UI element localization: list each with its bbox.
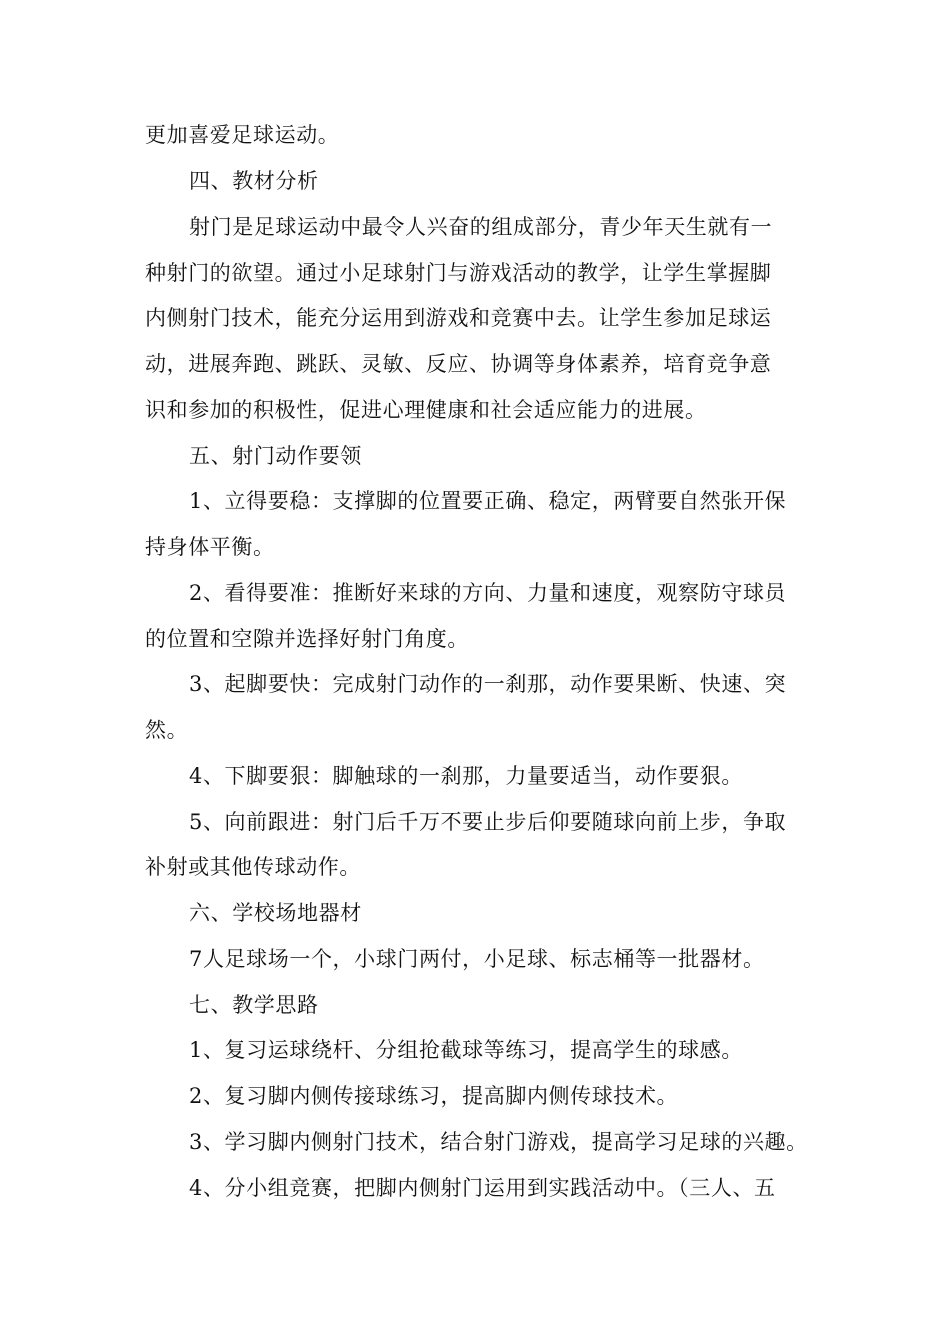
section-heading: 六、学校场地器材 [189, 901, 362, 925]
section-heading: 七、教学思路 [189, 993, 319, 1017]
text-line: 3、起脚要快：完成射门动作的一刹那，动作要果断、快速、突 [189, 672, 787, 696]
section-heading: 四、教材分析 [189, 169, 319, 193]
text-line: 种射门的欲望。通过小足球射门与游戏活动的教学，让学生掌握脚 [145, 261, 772, 285]
text-line: 动，进展奔跑、跳跃、灵敏、反应、协调等身体素养，培育竞争意 [145, 352, 772, 376]
text-line: 4、下脚要狠：脚触球的一刹那，力量要适当，动作要狠。 [189, 764, 743, 788]
text-line: 的位置和空隙并选择好射门角度。 [145, 627, 469, 651]
text-line: 持身体平衡。 [145, 535, 275, 559]
text-line: 然。 [145, 718, 189, 742]
text-line: 5、向前跟进：射门后千万不要止步后仰要随球向前上步，争取 [189, 810, 787, 834]
text-line: 4、分小组竞赛，把脚内侧射门运用到实践活动中。（三人、五 [189, 1176, 776, 1200]
text-line: 1、复习运球绕杆、分组抢截球等练习，提高学生的球感。 [189, 1038, 743, 1062]
text-line: 补射或其他传球动作。 [145, 855, 361, 879]
text-line: 识和参加的积极性，促进心理健康和社会适应能力的进展。 [145, 398, 707, 422]
text-line: 射门是足球运动中最令人兴奋的组成部分，青少年天生就有一 [189, 215, 773, 239]
text-line: 2、复习脚内侧传接球练习，提高脚内侧传球技术。 [189, 1084, 679, 1108]
text-line: 更加喜爱足球运动。 [145, 123, 340, 147]
section-heading: 五、射门动作要领 [189, 444, 362, 468]
text-line: 1、立得要稳：支撑脚的位置要正确、稳定，两臂要自然张开保 [189, 489, 787, 513]
text-line: 内侧射门技术，能充分运用到游戏和竞赛中去。让学生参加足球运 [145, 306, 772, 330]
text-line: 3、学习脚内侧射门技术，结合射门游戏，提高学习足球的兴趣。 [189, 1130, 808, 1154]
text-line: 2、看得要准：推断好来球的方向、力量和速度，观察防守球员 [189, 581, 787, 605]
text-line: 7人足球场一个，小球门两付，小足球、标志桶等一批器材。 [189, 947, 765, 971]
